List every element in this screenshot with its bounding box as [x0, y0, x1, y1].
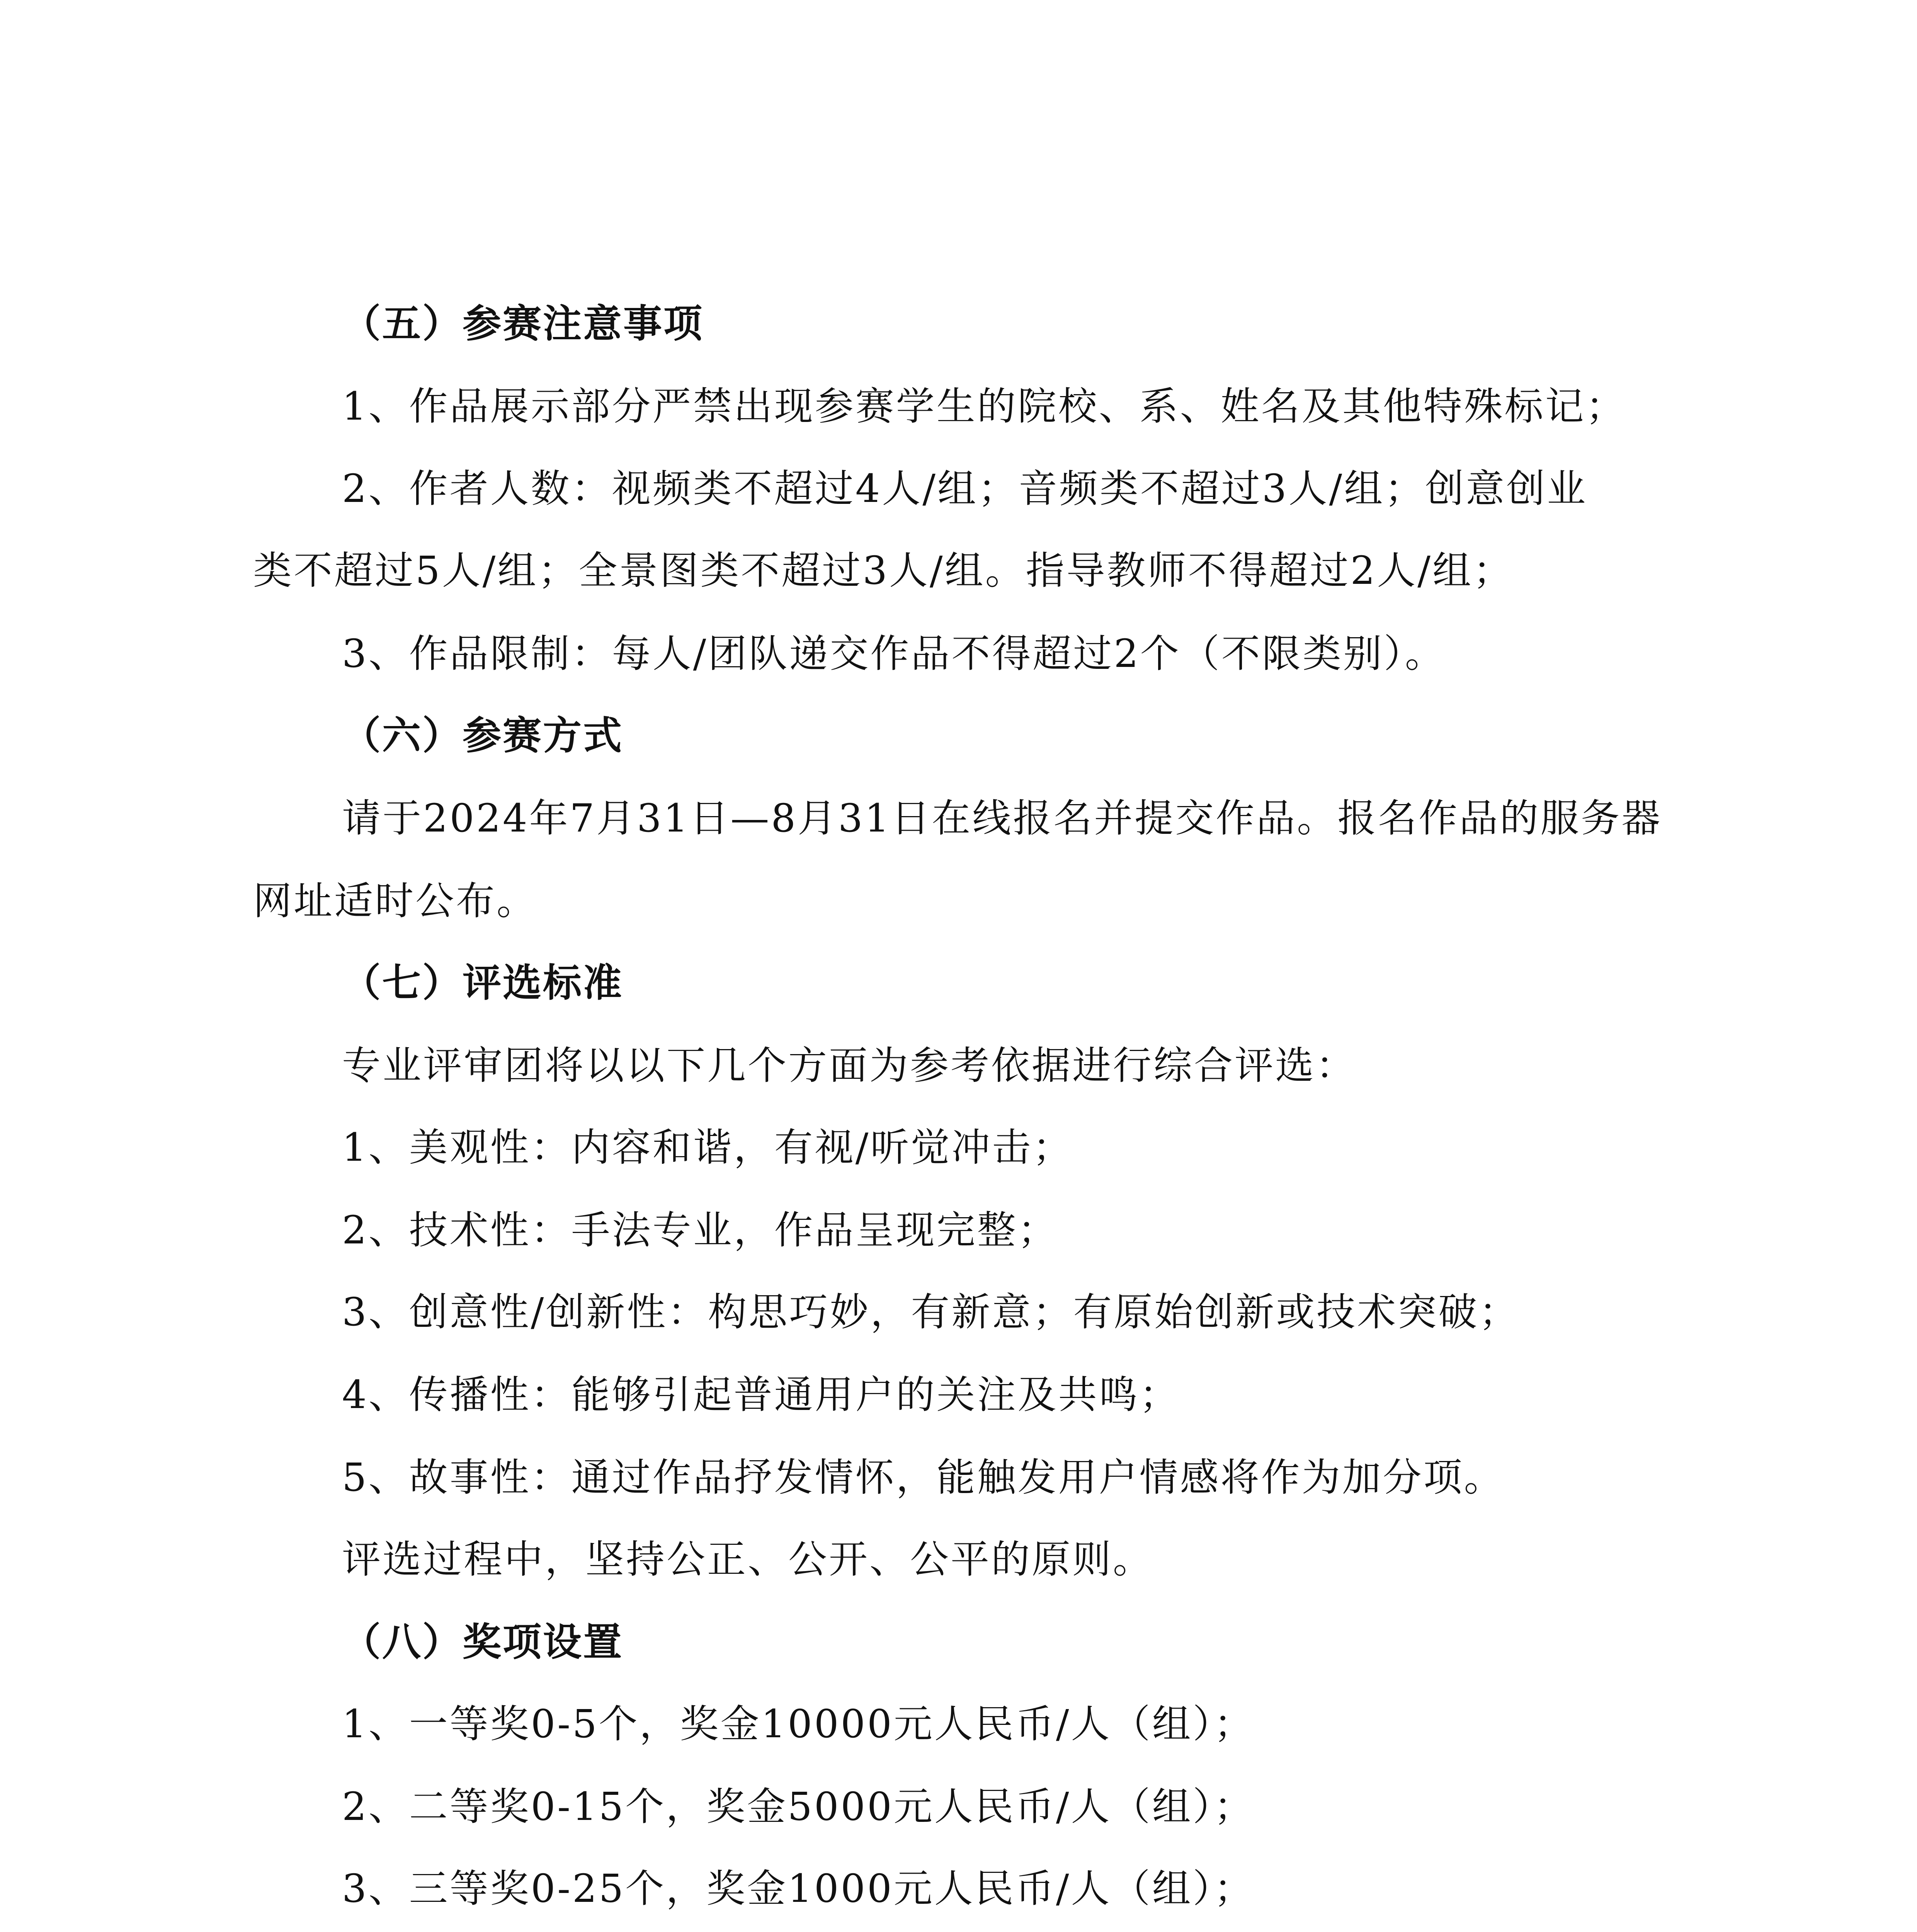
section5-item-2-line-2: 类不超过5人/组；全景图类不超过3人/组。指导教师不得超过2人/组； [253, 548, 1514, 593]
section5-item-2-line-1: 2、作者人数：视频类不超过4人/组；音频类不超过3人/组；创意创业 [342, 466, 1588, 511]
section7-item-2: 2、技术性：手法专业，作品呈现完整； [342, 1208, 1058, 1253]
section8-item-2: 2、二等奖0-15个，奖金5000元人民币/人（组）； [342, 1784, 1255, 1829]
section7-item-5: 5、故事性：通过作品抒发情怀，能触发用户情感将作为加分项。 [342, 1455, 1505, 1500]
section7-item-4: 4、传播性：能够引起普通用户的关注及共鸣； [342, 1372, 1180, 1417]
section7-item-1: 1、美观性：内容和谐，有视/听觉冲击； [342, 1125, 1073, 1170]
section7-intro: 专业评审团将以以下几个方面为参考依据进行综合评选： [342, 1043, 1356, 1088]
section5-item-3: 3、作品限制：每人/团队递交作品不得超过2个（不限类别）。 [342, 631, 1446, 676]
section8-item-1: 1、一等奖0-5个，奖金10000元人民币/人（组）； [342, 1701, 1255, 1747]
section6-heading: （六）参赛方式 [342, 713, 623, 758]
section7-heading: （七）评选标准 [342, 960, 623, 1005]
section7-item-3: 3、创意性/创新性：构思巧妙，有新意；有原始创新或技术突破； [342, 1289, 1520, 1335]
section8-item-3: 3、三等奖0-25个，奖金1000元人民币/人（组）； [342, 1866, 1255, 1911]
section5-heading: （五）参赛注意事项 [342, 301, 704, 346]
section8-heading: （八）奖项设置 [342, 1619, 623, 1665]
section7-closing: 评选过程中，坚持公正、公开、公平的原则。 [342, 1537, 1153, 1582]
section5-item-1: 1、作品展示部分严禁出现参赛学生的院校、系、姓名及其他特殊标记； [342, 384, 1626, 429]
section6-text-line-2: 网址适时公布。 [253, 878, 537, 923]
section6-text-line-1: 请于2024年7月31日—8月31日在线报名并提交作品。报名作品的服务器 [342, 796, 1662, 841]
